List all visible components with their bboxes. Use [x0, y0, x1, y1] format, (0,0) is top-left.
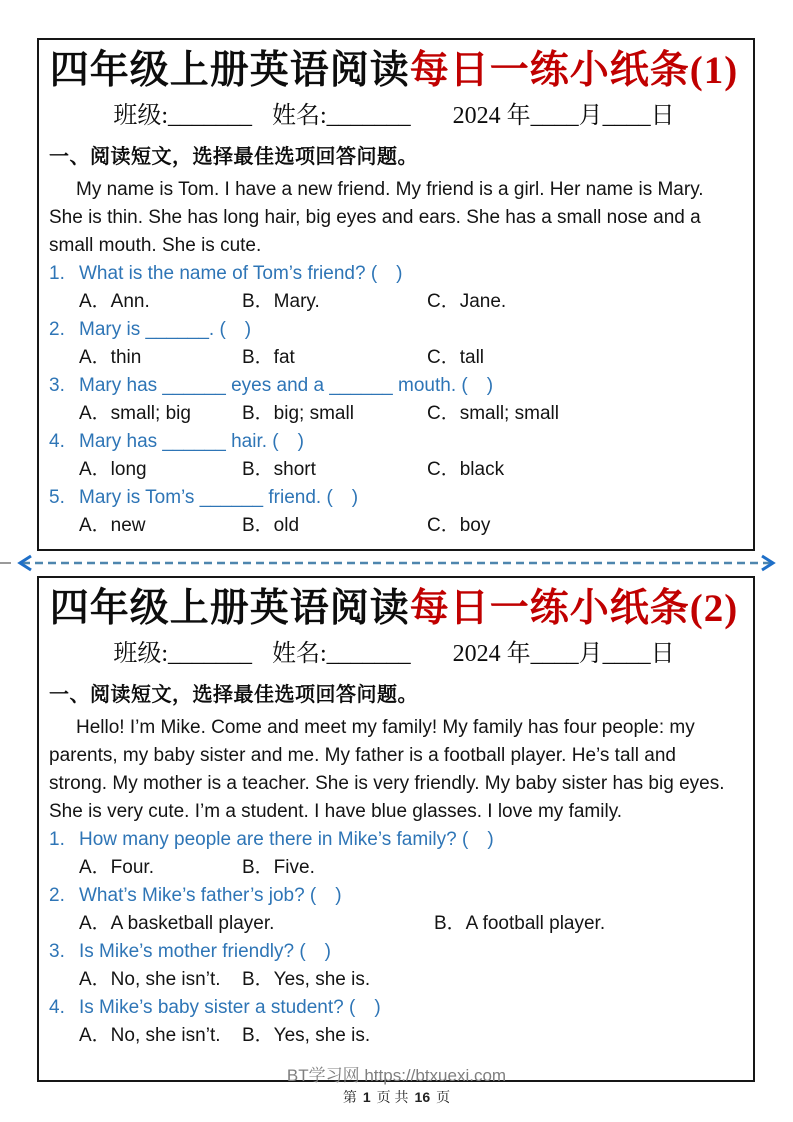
options-row: [49, 400, 739, 428]
option-a: A．Four.: [79, 857, 154, 878]
name-blank: _______: [326, 103, 411, 129]
class-label: 班级:: [113, 103, 168, 129]
question-1: [49, 260, 739, 288]
worksheet-2: [37, 576, 755, 1082]
question-number: 2.: [49, 319, 65, 340]
question-number: 4.: [49, 997, 65, 1018]
page-current: 1: [362, 1089, 371, 1105]
page-label: 页 共: [376, 1089, 409, 1105]
option-b: B．Yes, she is.: [242, 969, 371, 990]
footer-page-number: [0, 1088, 793, 1106]
question-text: What is the name of Tom’s friend? ( ): [79, 263, 403, 284]
title-red-part: 每日一练小纸条(1): [409, 49, 739, 92]
page-total: 16: [414, 1089, 431, 1105]
option-b: B．Five.: [242, 857, 315, 878]
question-number: 5.: [49, 487, 65, 508]
question-text: What’s Mike’s father’s job? ( ): [79, 885, 342, 906]
options-row: [49, 512, 739, 540]
page-label: 第: [342, 1089, 357, 1105]
page-label: 页: [436, 1089, 451, 1105]
question-number: 4.: [49, 431, 65, 452]
options-row: [49, 910, 739, 938]
options-row: [49, 854, 739, 882]
worksheet-1: [37, 38, 755, 551]
option-b: B．old: [242, 515, 300, 536]
option-a: A．Ann.: [79, 291, 150, 312]
question-number: 3.: [49, 941, 65, 962]
question-text: Mary is Tom’s ______ friend. ( ): [79, 487, 359, 508]
question-3: [49, 938, 739, 966]
option-c: C．small; small: [427, 403, 559, 424]
option-b: B．big; small: [242, 403, 354, 424]
option-a: A．new: [79, 515, 146, 536]
options-row: [49, 456, 739, 484]
option-a: A．small; big: [79, 403, 191, 424]
cut-line-divider: [0, 554, 793, 572]
worksheet-2-header-fields: [49, 636, 739, 672]
title-red-part: 每日一练小纸条(2): [409, 587, 739, 630]
title-black-part: 四年级上册英语阅读: [49, 49, 410, 92]
question-4: [49, 994, 739, 1022]
option-a: A．A basketball player.: [79, 913, 275, 934]
question-1: [49, 826, 739, 854]
question-5: [49, 484, 739, 512]
worksheet-1-content: [39, 40, 753, 540]
option-a: A．No, she isn’t.: [79, 1025, 221, 1046]
name-label: 姓名:: [272, 103, 327, 129]
reading-passage: Hello! I’m Mike. Come and meet my family! My family has four people: my parents, my baby sister and me. My father is a football player. He’s tall and strong. My mother is a teacher. She is very friendly. My baby sister has big eyes. She is very cute. I’m a student. I have blue glasses. I love my family.: [49, 717, 725, 822]
question-text: Mary is ______. ( ): [79, 319, 252, 340]
reading-passage: My name is Tom. I have a new friend. My friend is a girl. Her name is Mary. She is thin. She has long hair, big eyes and ears. She has a small nose and a small mouth. She is cute.: [49, 179, 704, 256]
options-row: [49, 966, 739, 994]
question-4: [49, 428, 739, 456]
option-b: B．A football player.: [434, 913, 606, 934]
question-text: Is Mike’s mother friendly? ( ): [79, 941, 331, 962]
option-b: B．fat: [242, 347, 295, 368]
option-c: C．black: [427, 459, 505, 480]
option-a: A．No, she isn’t.: [79, 969, 221, 990]
footer-watermark: BT学习网 https://btxuexi.com: [286, 1066, 507, 1085]
name-blank: _______: [326, 641, 411, 667]
option-a: A．thin: [79, 347, 142, 368]
option-b: B．Mary.: [242, 291, 320, 312]
question-2: [49, 882, 739, 910]
question-text: Mary has ______ eyes and a ______ mouth. ( ): [79, 375, 494, 396]
date-line: 2024 年____月____日: [452, 641, 675, 667]
option-b: B．Yes, she is.: [242, 1025, 371, 1046]
question-text: Mary has ______ hair. ( ): [79, 431, 304, 452]
title-black-part: 四年级上册英语阅读: [49, 587, 410, 630]
question-2: [49, 316, 739, 344]
option-a: A．long: [79, 459, 147, 480]
worksheet-1-header-fields: [49, 98, 739, 134]
option-b: B．short: [242, 459, 316, 480]
option-c: C．tall: [427, 347, 485, 368]
options-row: [49, 344, 739, 372]
question-number: 1.: [49, 263, 65, 284]
question-3: [49, 372, 739, 400]
worksheet-1-title: [49, 46, 739, 96]
class-blank: _______: [168, 103, 252, 129]
question-number: 3.: [49, 375, 65, 396]
name-label: 姓名:: [272, 641, 327, 667]
worksheet-2-title: [49, 584, 739, 634]
section-heading: 一、阅读短文，选择最佳选项回答问题。: [49, 684, 418, 706]
options-row: [49, 1022, 739, 1050]
worksheet-2-content: [39, 578, 753, 1050]
class-label: 班级:: [113, 641, 168, 667]
section-heading: 一、阅读短文，选择最佳选项回答问题。: [49, 146, 418, 168]
question-number: 2.: [49, 885, 65, 906]
date-line: 2024 年____月____日: [452, 103, 675, 129]
option-c: C．Jane.: [427, 291, 507, 312]
question-text: How many people are there in Mike’s family? ( ): [79, 829, 494, 850]
options-row: [49, 288, 739, 316]
option-c: C．boy: [427, 515, 491, 536]
class-blank: _______: [168, 641, 252, 667]
question-text: Is Mike’s baby sister a student? ( ): [79, 997, 381, 1018]
question-number: 1.: [49, 829, 65, 850]
